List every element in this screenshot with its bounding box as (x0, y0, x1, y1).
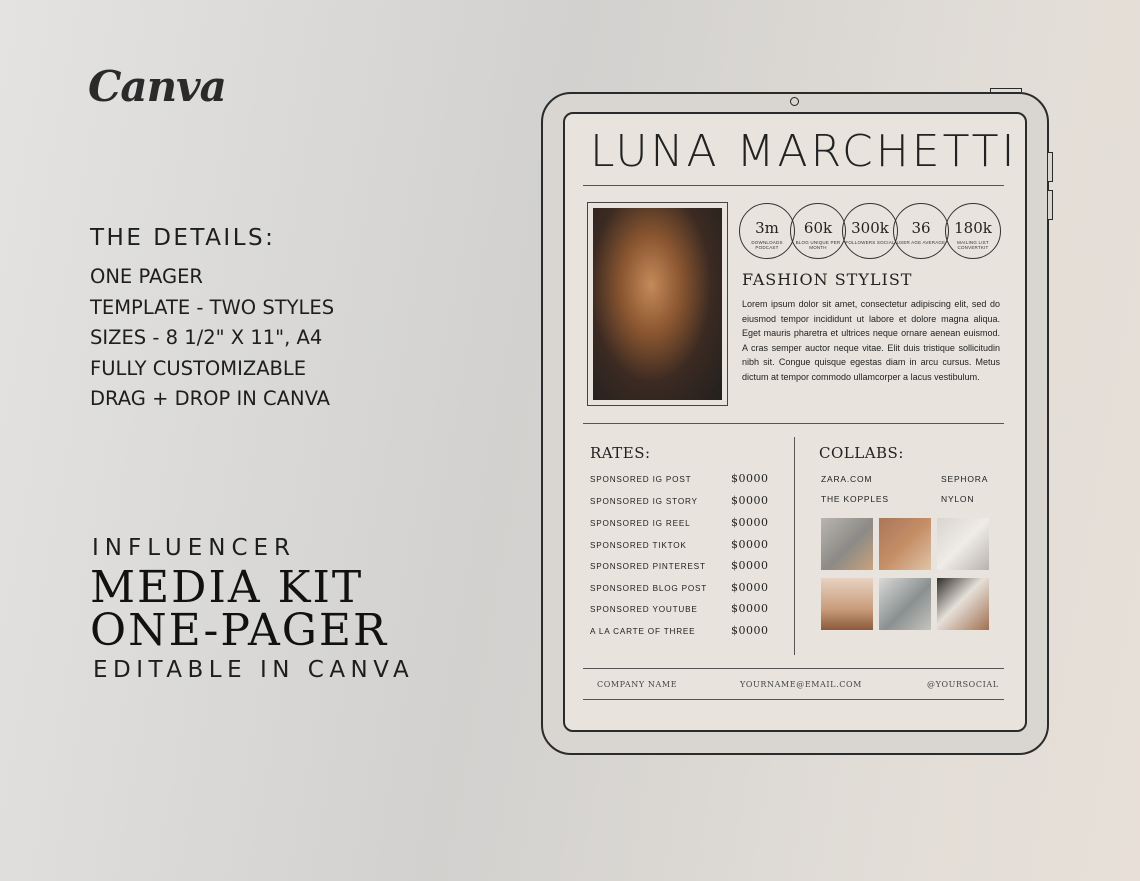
rate-name: SPONSORED YOUTUBE (590, 605, 698, 614)
rate-price: $0000 (731, 624, 769, 637)
stat-circle (893, 203, 949, 259)
rate-price: $0000 (731, 494, 769, 507)
promo-title-line1: MEDIA KIT (90, 562, 364, 613)
rate-name: SPONSORED IG POST (590, 475, 692, 484)
collab-item: SEPHORA (941, 474, 989, 484)
rate-name: SPONSORED PINTEREST (590, 562, 706, 571)
stat-label: BLOG UNIQUE PER MONTH (795, 240, 841, 250)
rate-price: $0000 (731, 602, 769, 615)
stat-value: 180k (954, 219, 992, 237)
collabs-heading: COLLABS: (819, 444, 904, 462)
column-divider (794, 437, 795, 655)
kit-name: LUNA MARCHETTI (590, 126, 1018, 177)
stat-circle (842, 203, 898, 259)
rate-price: $0000 (731, 472, 769, 485)
divider (583, 185, 1004, 186)
footer-email: YOURNAME@EMAIL.COM (740, 680, 862, 689)
tablet-volume-up-button (1048, 152, 1053, 182)
collab-item: NYLON (941, 494, 975, 504)
rate-price: $0000 (731, 538, 769, 551)
rate-name: SPONSORED IG STORY (590, 497, 698, 506)
role-title: FASHION STYLIST (742, 270, 913, 289)
tablet-volume-down-button (1048, 190, 1053, 220)
canva-logo: Canva (88, 62, 226, 111)
stat-circle (739, 203, 795, 259)
portrait-photo (593, 208, 722, 400)
divider (583, 668, 1004, 669)
rate-name: SPONSORED BLOG POST (590, 584, 708, 593)
details-item: FULLY CUSTOMIZABLE (90, 356, 307, 380)
collab-photo (879, 578, 931, 630)
details-heading: THE DETAILS: (90, 225, 276, 251)
stat-value: 3m (755, 219, 779, 237)
rate-price: $0000 (731, 516, 769, 529)
tablet-camera-icon (790, 97, 799, 106)
promo-kicker: INFLUENCER (92, 535, 297, 561)
collab-photo (937, 578, 989, 630)
collab-photo (879, 518, 931, 570)
stat-circle (790, 203, 846, 259)
rate-row (590, 624, 775, 640)
tablet-power-button (990, 88, 1022, 92)
collab-item: THE KOPPLES (821, 494, 889, 504)
details-list (90, 262, 334, 415)
collab-photo (821, 518, 873, 570)
rate-row (590, 538, 775, 554)
details-item: DRAG + DROP IN CANVA (90, 387, 330, 410)
rate-row (590, 559, 775, 575)
rate-row (590, 472, 775, 488)
collab-photo (937, 518, 989, 570)
rate-row (590, 602, 775, 618)
stat-label: MAILING LIST CONVERTKIT (957, 240, 989, 250)
details-item: ONE PAGER (90, 265, 203, 288)
stat-value: 300k (851, 219, 889, 237)
rate-row (590, 516, 775, 532)
rate-price: $0000 (731, 581, 769, 594)
footer-company: COMPANY NAME (597, 680, 678, 689)
stat-label: FOLLOWERS SOCIAL (845, 240, 895, 245)
collab-photo (821, 578, 873, 630)
stat-value: 36 (911, 219, 931, 237)
promo-subtitle: EDITABLE IN CANVA (93, 657, 415, 683)
stat-value: 60k (803, 219, 833, 237)
rate-name: SPONSORED IG REEL (590, 519, 691, 528)
stat-label: DOWNLOADS PODCAST (751, 240, 783, 250)
rate-name: A LA CARTE OF THREE (590, 627, 696, 636)
divider (583, 423, 1004, 424)
rate-price: $0000 (731, 559, 769, 572)
bio-text: Lorem ipsum dolor sit amet, consectetur adipiscing elit, sed do eiusmod tempor incididunt ut labore et dolore magna aliqua. Eget mauris pharetra et ultrices neque ornare aenean euismod. A cras semper auctor neque vitae. Elit duis tristique sollicitudin nibh sit. Congue quisque egestas diam in arcu cursus. Metus dictum at tempor commodo ullamcorper a lacus vestibulum. (742, 299, 1000, 382)
rate-row (590, 581, 775, 597)
rate-row (590, 494, 775, 510)
details-item: SIZES - 8 1/2" X 11", A4 (90, 326, 323, 349)
divider (583, 699, 1004, 700)
details-item: TEMPLATE - TWO STYLES (90, 295, 335, 319)
rate-name: SPONSORED TIKTOK (590, 541, 687, 550)
rates-heading: RATES: (590, 444, 651, 462)
promo-title-line2: ONE-PAGER (90, 605, 389, 656)
footer-social: @YOURSOCIAL (927, 680, 999, 689)
stat-label: USER AGE AVERAGE (896, 240, 946, 245)
stat-circle (945, 203, 1001, 259)
collab-item: ZARA.COM (821, 474, 873, 484)
